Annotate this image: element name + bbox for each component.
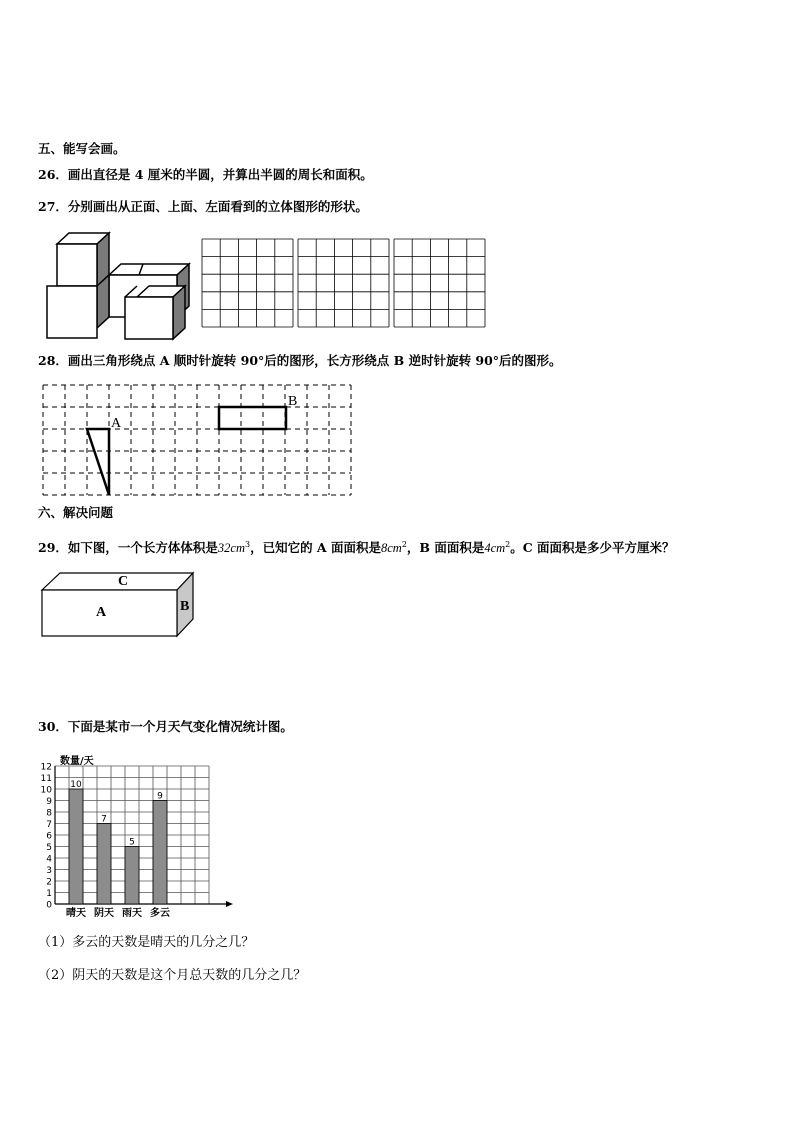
point-a-label: A [111,416,122,431]
question-27: 27．分别画出从正面、上面、左面看到的立体图形的形状。 [38,199,368,214]
face-a-label: A [96,605,107,620]
weather-bar-chart [34,752,214,920]
x-category-label: 阴天 [94,908,114,919]
section5-title: 五、能写会画。 [38,141,126,156]
drawing-grid-3 [394,239,485,327]
bar-value-label: 10 [70,780,82,790]
y-tick-label: 4 [46,854,52,865]
question-29: 29．如下图，一个长方体体积是$32cm^3$，已知它的 A 面面积是$8cm^2$，B 面面积是$4cm^2$。C 面面积是多少平方厘米？ [38,540,675,556]
bar-value-label: 9 [157,791,163,802]
y-tick-label: 11 [40,774,52,784]
y-tick-label: 2 [46,877,52,888]
x-category-label: 雨天 [122,908,142,919]
question-30: 30．下面是某市一个月天气变化情况统计图。 [38,719,293,734]
y-tick-label: 12 [40,762,52,773]
y-tick-label: 10 [40,785,52,796]
point-b-label: B [288,394,298,409]
rotation-grid [40,384,356,496]
y-tick-label: 0 [46,900,52,911]
y-tick-label: 6 [46,831,52,842]
drawing-grid-1 [202,239,293,327]
cuboid-figure [40,570,196,640]
question-30-sub1: （1）多云的天数是晴天的几分之几？ [38,935,255,950]
section6-title: 六、解决问题 [38,505,114,520]
y-tick-label: 9 [46,797,52,807]
bar-晴天 [69,789,83,904]
chart-ylabel: 数量/天 [60,756,94,767]
y-tick-label: 7 [46,820,52,830]
bar-多云 [153,801,167,905]
question-26: 26．画出直径是 4 厘米的半圆，并算出半圆的周长和面积。 [38,167,373,182]
face-b-label: B [180,599,190,614]
face-c-label: C [118,574,129,589]
cube-figure [44,230,196,342]
rectangle-shape [219,407,286,429]
x-category-label: 晴天 [66,908,86,919]
question-28: 28．画出三角形绕点 A 顺时针旋转 90°后的图形，长方形绕点 B 逆时针旋转 90°后的图形。 [38,353,562,368]
x-category-label: 多云 [150,908,170,919]
triangle-shape [87,429,109,495]
bar-value-label: 7 [101,814,107,825]
question-30-sub2: （2）阴天的天数是这个月总天数的几分之几？ [38,968,307,983]
bar-雨天 [125,847,139,905]
view-grids [200,239,490,329]
y-tick-label: 8 [46,808,52,819]
y-tick-label: 5 [46,843,52,853]
drawing-grid-2 [298,239,389,327]
bar-value-label: 5 [129,837,135,848]
y-tick-label: 3 [46,866,52,876]
y-tick-label: 1 [46,889,52,899]
bar-阴天 [97,824,111,905]
